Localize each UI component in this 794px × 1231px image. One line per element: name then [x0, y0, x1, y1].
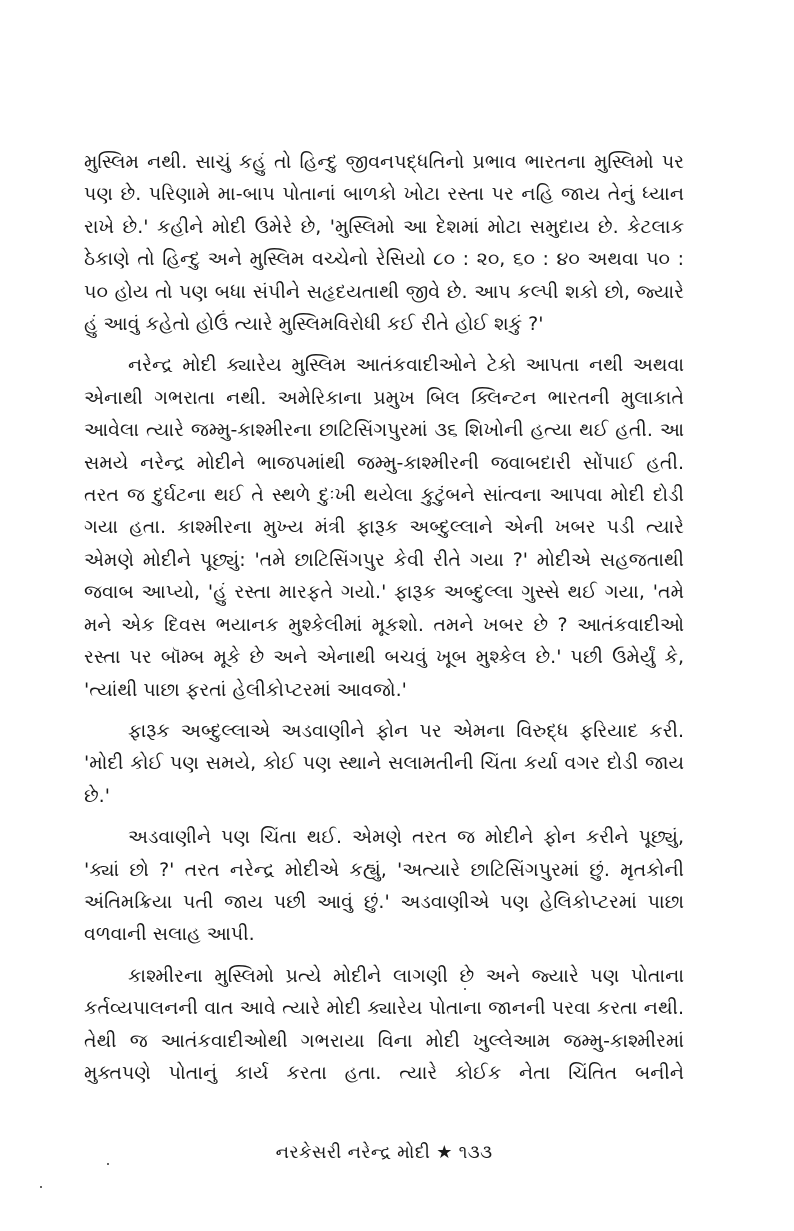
paragraph-1: મુસ્લિમ નથી. સાચું કહું તો હિન્દુ જીવનપદ્ધતિનો પ્રભાવ ભારતના મુસ્લિમો પર પણ છે. પરિણામે મા-બાપ પોતાનાં બાળકો ખોટા રસ્તા પર નહિ જાય તેનું ધ્યાન રાખે છે.' કહીને મોદી ઉમેરે છે, 'મુસ્લિમો આ દેશમાં મોટા સમુદાય છે. કેટલાક ઠેકાણે તો હિન્દુ અને મુસ્લિમ વચ્ચેનો રેસિયો ૮૦ : ૨૦, ૬૦ : ૪૦ અથવા ૫૦ : ૫૦ હોય તો પણ બધા સંપીને સહૃદયતાથી જીવે છે. આપ કલ્પી શકો છો, જ્યારે હું આવું કહેતો હોઉં ત્યારે મુસ્લિમવિરોધી કઈ રીતે હોઈ શકું ?'	[84, 151, 684, 336]
paragraph-5: કાશ્મીરના મુસ્લિમો પ્રત્યે મોદીને લાગણી છે અને જ્યારે પણ પોતાના કર્તવ્યપાલનની વાત આવે ત્યારે મોદી ક્યારેય પોતાના જાનની પરવા કરતા નથી. તેથી જ આતંકવાદીઓથી ગભરાયા વિના મોદી ખુલ્લેઆમ જમ્મુ-કાશ્મીરમાં મુક્તપણે પોતાનું કાર્ય કરતા હતા. ત્યારે કોઈક નેતા ચિંતિત બનીને	[84, 964, 684, 1084]
paragraph-4: અડવાણીને પણ ચિંતા થઈ. એમણે તરત જ મોદીને ફોન કરીને પૂછ્યું, 'ક્યાં છો ?' તરત નરેન્દ્ર મોદીએ કહ્યું, 'અત્યારે છાટિસિંગપુરમાં છું. મૃતકોની અંતિમક્રિયા પતી જાય પછી આવું છું.' અડવાણીએ પણ હેલિકોપ્ટરમાં પાછા વળવાની સલાહ આપી.	[84, 826, 684, 946]
ink-speck	[40, 1186, 42, 1188]
paragraph-2: નરેન્દ્ર મોદી ક્યારેય મુસ્લિમ આતંકવાદીઓને ટેકો આપતા નથી અથવા એનાથી ગભરાતા નથી. અમેરિકાના પ્રમુખ બિલ ક્લિન્ટન ભારતની મુલાકાતે આવેલા ત્યારે જમ્મુ-કાશ્મીરના છાટિસિંગપુરમાં ૩૬ શિખોની હત્યા થઈ હતી. આ સમયે નરેન્દ્ર મોદીને ભાજપમાંથી જમ્મુ-કાશ્મીરની જવાબદારી સોંપાઈ હતી. તરત જ દુર્ઘટના થઈ તે સ્થળે દુઃખી થયેલા કુટુંબને સાંત્વના આપવા મોદી દોડી ગયા હતા. કાશ્મીરના મુખ્ય મંત્રી ફારૂક અબ્દુલ્લાને એની ખબર પડી ત્યારે એમણે મોદીને પૂછ્યું: 'તમે છાટિસિંગપુર કેવી રીતે ગયા ?' મોદીએ સહજતાથી જવાબ આપ્યો, 'હું રસ્તા મારફતે ગયો.' ફારૂક અબ્દુલ્લા ગુસ્સે થઈ ગયા, 'તમે મને એક દિવસ ભયાનક મુશ્કેલીમાં મૂકશો. તમને ખબર છે ? આતંકવાદીઓ રસ્તા પર બૉમ્બ મૂકે છે અને એનાથી બચવું ખૂબ મુશ્કેલ છે.' પછી ઉમેર્યું કે, 'ત્યાંથી પાછા ફરતાં હેલીકોપ્ટરમાં આવજો.'	[84, 354, 684, 701]
body-text	[84, 146, 684, 1098]
ink-speck	[107, 1163, 109, 1165]
page-footer: નરકેસરી નરેન્દ્ર મોદી ★ ૧૩૩	[275, 1142, 493, 1163]
paragraph-3: ફારૂક અબ્દુલ્લાએ અડવાણીને ફોન પર એમના વિરુદ્ધ ફરિયાદ કરી. 'મોદી કોઈ પણ સમયે, કોઈ પણ સ્થાને સલામતીની ચિંતા કર્યા વગર દોડી જાય છે.'	[84, 719, 684, 807]
ink-speck	[464, 988, 466, 990]
